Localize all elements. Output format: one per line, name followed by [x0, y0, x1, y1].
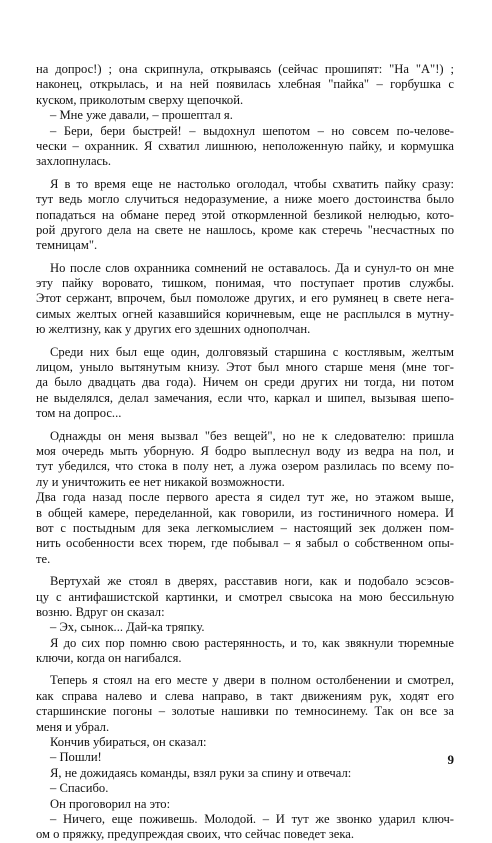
paragraph — [36, 62, 454, 108]
paragraph — [36, 345, 454, 422]
text-line: в общей камере, переделанной, как говорили, из гостиничного номера. И — [36, 505, 454, 520]
text-line: нить особенности всех тюрем, где побывал – я забыл о собственном опы- — [36, 536, 454, 551]
text-line: – Мне уже давали, – прошептал я. — [50, 108, 233, 123]
text-line: меня и убрал. — [36, 719, 110, 734]
text-line: старшинские погоны – золотые нашивки по темносинему. Так он все за — [36, 704, 454, 719]
paragraph-gap — [36, 567, 454, 574]
text-line: Я, не дожидаясь команды, взял руки за спину и отвечал: — [50, 765, 352, 780]
text-line: эту пайку вороватo, тишком, понимая, что поступает против службы. — [36, 276, 454, 291]
page-number: 9 — [447, 752, 454, 767]
paragraph — [36, 797, 454, 812]
paragraph — [36, 636, 454, 667]
paragraph-gap — [36, 666, 454, 673]
text-line: тут убедился, что стока в полу нет, а лужа озером разлилась по всему по- — [36, 459, 454, 474]
text-line: моя очередь мыть уборную. Я бодро выплеснул воду из ведра на пол, и — [36, 443, 454, 458]
paragraph-gap — [36, 338, 454, 345]
paragraph — [36, 177, 454, 254]
text-line: ю желтизну, как у других его здешних однополчан. — [36, 322, 311, 337]
text-line: возню. Вдруг он сказал: — [36, 604, 165, 619]
text-line: тут ведь могло случиться недоразумение, а ниже моего достоинства было — [36, 192, 454, 207]
paragraph-gap — [36, 254, 454, 261]
text-line: куском, приколотым сверху щепочкой. — [36, 92, 244, 107]
text-line: Но после слов охранника сомнений не оставалось. Да и сунул-то он мне — [50, 260, 454, 275]
paragraph — [36, 490, 454, 567]
text-line: на допрос!) ; она скрипнула, открываясь (сейчас прошипят: "На "А"!) ; — [36, 62, 454, 76]
paragraph — [36, 429, 454, 491]
text-line: чески – охранник. Я схватил лишнюю, неположенную пайку, и кормушка — [36, 138, 454, 153]
text-line: да было двадцать два года). Ничем он среди других ни тогда, ни потом — [36, 375, 454, 390]
paragraph — [36, 735, 454, 750]
paragraph — [36, 673, 454, 735]
text-line: – Эх, сынок... Дай-ка тряпку. — [50, 620, 205, 635]
text-line: – Бери, бери быстрей! – выдохнул шепотом – но совсем по-челове- — [50, 123, 454, 138]
text-line: рой другого дела на свете не нашлось, кроме как стеречь "несчастных по — [36, 222, 454, 237]
text-line: Я до сих пор помню свою растерянность, и то, как звякнули тюремные — [50, 635, 454, 650]
paragraph — [36, 750, 454, 765]
text-line: Среди них был еще один, долговязый старшина с костлявым, желтым — [50, 344, 454, 359]
text-line: лу и уничтожить ее нет никакой возможности. — [36, 474, 285, 489]
paragraph — [36, 766, 454, 781]
paragraph — [36, 574, 454, 620]
text-line: как справа налево и слева направо, в такт движениям рук, ходят его — [36, 688, 454, 703]
text-line: наконец, открылась, и на ней появилась хлебная "пайка" – горбушка с — [36, 77, 454, 92]
text-line: Теперь я стоял на его месте у двери в полном остолбенении и смотрел, — [50, 673, 454, 688]
text-line: Однажды он меня вызвал "без вещей", но не к следователю: пришла — [50, 428, 454, 443]
text-line: лицом, уныло вытянутым книзу. Этот был много старше меня (мне тог- — [36, 360, 454, 375]
paragraph — [36, 124, 454, 170]
text-line: Два года назад после первого ареста я сидел тут же, но этажом выше, — [36, 490, 454, 505]
text-line: темницам". — [36, 238, 98, 253]
text-line: Вертухай же стоял в дверях, расставив ноги, как и подобало эсэсов- — [50, 574, 454, 589]
text-line: ом о пряжку, предупреждая своих, что сейчас поведет зека. — [36, 827, 354, 842]
paragraph — [36, 781, 454, 796]
text-line: Этот сержант, впрочем, был помоложе других, и его румянец в свете нега- — [36, 291, 454, 306]
paragraph-gap — [36, 422, 454, 429]
paragraph — [36, 108, 454, 123]
text-line: захлопнулась. — [36, 154, 112, 169]
book-page-text — [36, 62, 454, 843]
text-line: Он проговорил на это: — [50, 796, 171, 811]
text-line: Я в то время еще не настолько оголодал, чтобы схватить пайку сразу: — [50, 176, 454, 191]
text-line: – Ничего, еще поживешь. Молодой. – И тут же звонко ударил ключ- — [50, 811, 454, 826]
paragraph — [36, 812, 454, 843]
text-line: том на допрос... — [36, 406, 122, 421]
text-line: не выделялся, делал замечания, если что, каркал и шипел, вызывая шепо- — [36, 390, 454, 405]
text-line: вот с постыдным для зека легкомыслием – настоящий зек должен пом- — [36, 520, 454, 535]
paragraph — [36, 620, 454, 635]
text-line: ключи, когда он нагибался. — [36, 651, 182, 666]
text-line: те. — [36, 551, 51, 566]
paragraph — [36, 261, 454, 338]
text-line: Кончив убираться, он сказал: — [50, 735, 207, 750]
paragraph-gap — [36, 170, 454, 177]
text-line: попадаться на обмане перед этой откормленной безликой нелюдью, кото- — [36, 207, 454, 222]
text-line: симых желтых огней казавшийся коричневым, еще не расплылся в мутну- — [36, 306, 454, 321]
text-line: цу с антифашистской картинки, и смотрел свысока на мою бессильную — [36, 589, 454, 604]
text-line: – Пошли! — [50, 750, 102, 765]
text-line: – Спасибо. — [50, 781, 109, 796]
